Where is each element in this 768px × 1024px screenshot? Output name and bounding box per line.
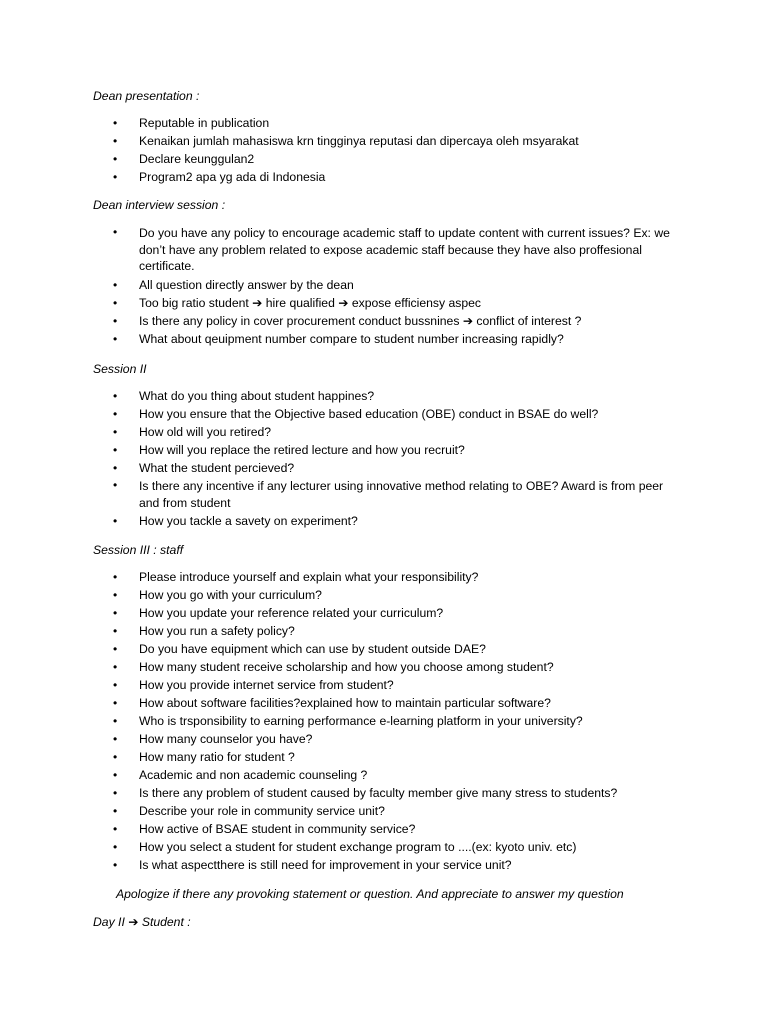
bullet-icon: • — [113, 478, 118, 492]
list-item: • How you provide internet service from student? — [113, 678, 394, 692]
list-item: • How you run a safety policy? — [113, 624, 295, 638]
list-item: • Too big ratio student ➔ hire qualified ➔ expose efficiensy aspec — [113, 295, 482, 310]
bullet-list-session-3 — [0, 568, 679, 874]
bullet-icon: • — [113, 624, 118, 638]
bullet-icon: • — [113, 277, 118, 292]
list-item: • What do you thing about student happines? — [113, 389, 375, 403]
list-item: • Is there any policy in cover procurement conduct bussnines ➔ conflict of interest ? — [113, 313, 582, 328]
list-item: • How many ratio for student ? — [113, 750, 295, 764]
list-item: • How old will you retired? — [113, 425, 272, 439]
list-item: • What about qeuipment number compare to student number increasing rapidly? — [113, 331, 564, 346]
bullet-icon: • — [113, 570, 118, 584]
bullet-icon: • — [113, 170, 118, 184]
bullet-icon: • — [113, 389, 118, 403]
list-item: • Is there any incentive if any lecturer using innovative method relating to OBE? Award is from peer and from student — [113, 478, 664, 510]
bullet-icon: • — [113, 116, 118, 130]
list-item: • How active of BSAE student in community service? — [113, 822, 416, 836]
bullet-icon: • — [113, 732, 118, 746]
list-item: • Program2 apa yg ada di Indonesia — [113, 170, 326, 184]
bullet-icon: • — [113, 514, 118, 528]
list-item: • How you go with your curriculum? — [113, 588, 322, 602]
bullet-icon: • — [113, 295, 118, 310]
bullet-icon: • — [113, 313, 118, 328]
bullet-icon: • — [113, 642, 118, 656]
list-item: • Is there any problem of student caused by faculty member give many stress to students? — [113, 786, 618, 800]
bullet-icon: • — [113, 425, 118, 439]
list-item: • Is what aspectthere is still need for improvement in your service unit? — [113, 858, 512, 872]
bullet-icon: • — [113, 840, 118, 854]
bullet-icon: • — [113, 443, 118, 457]
section-heading-session-2: Session II — [93, 362, 147, 376]
list-item: • Do you have any policy to encourage academic staff to update content with current issues? Ex: we don’t have any problem related to expose academic staff because they have also proffesional certificate. — [113, 225, 670, 273]
bullet-icon: • — [113, 331, 118, 346]
list-item: • Academic and non academic counseling ? — [113, 768, 368, 782]
section-heading-day-2: Day II ➔ Student : — [93, 915, 191, 929]
bullet-icon: • — [113, 134, 118, 148]
bullet-icon: • — [113, 225, 118, 239]
list-item: • Declare keunggulan2 — [113, 152, 255, 166]
closing-statement: Apologize if there any provoking statement or question. And appreciate to answer my question — [116, 887, 624, 901]
list-item: • How you ensure that the Objective based education (OBE) conduct in BSAE do well? — [113, 407, 599, 421]
bullet-icon: • — [113, 407, 118, 421]
list-item: • All question directly answer by the dean — [113, 277, 354, 292]
list-item: • What the student percieved? — [113, 461, 295, 475]
bullet-icon: • — [113, 714, 118, 728]
list-item: • How will you replace the retired lecture and how you recruit? — [113, 443, 465, 457]
list-item: • How you update your reference related your curriculum? — [113, 606, 444, 620]
bullet-icon: • — [113, 696, 118, 710]
list-item: • How you tackle a savety on experiment? — [113, 514, 358, 528]
bullet-icon: • — [113, 858, 118, 872]
bullet-icon: • — [113, 678, 118, 692]
bullet-list-session-2 — [0, 387, 679, 530]
bullet-list-dean-interview — [0, 224, 679, 348]
list-item: • Reputable in publication — [113, 116, 270, 130]
list-item: • How about software facilities?explained how to maintain particular software? — [113, 696, 551, 710]
section-heading-dean-presentation: Dean presentation : — [93, 89, 200, 103]
bullet-list-dean-presentation — [0, 114, 679, 186]
bullet-icon: • — [113, 804, 118, 818]
bullet-icon: • — [113, 152, 118, 166]
list-item: • Kenaikan jumlah mahasiswa krn tingginya reputasi dan dipercaya oleh msyarakat — [113, 134, 579, 148]
list-item: • How many student receive scholarship and how you choose among student? — [113, 660, 554, 674]
bullet-icon: • — [113, 461, 118, 475]
section-heading-dean-interview: Dean interview session : — [93, 198, 226, 212]
bullet-icon: • — [113, 822, 118, 836]
bullet-icon: • — [113, 660, 118, 674]
list-item: • How you select a student for student exchange program to ....(ex: kyoto univ. etc) — [113, 840, 577, 854]
list-item: • Who is trsponsibility to earning performance e-learning platform in your university? — [113, 714, 583, 728]
bullet-icon: • — [113, 588, 118, 602]
list-item: • Please introduce yourself and explain what your responsibility? — [113, 570, 479, 584]
bullet-icon: • — [113, 768, 118, 782]
list-item: • Describe your role in community service unit? — [113, 804, 385, 818]
list-item: • Do you have equipment which can use by student outside DAE? — [113, 642, 486, 656]
bullet-icon: • — [113, 750, 118, 764]
bullet-icon: • — [113, 606, 118, 620]
bullet-icon: • — [113, 786, 118, 800]
section-heading-session-3: Session III : staff — [93, 543, 184, 557]
list-item: • How many counselor you have? — [113, 732, 313, 746]
